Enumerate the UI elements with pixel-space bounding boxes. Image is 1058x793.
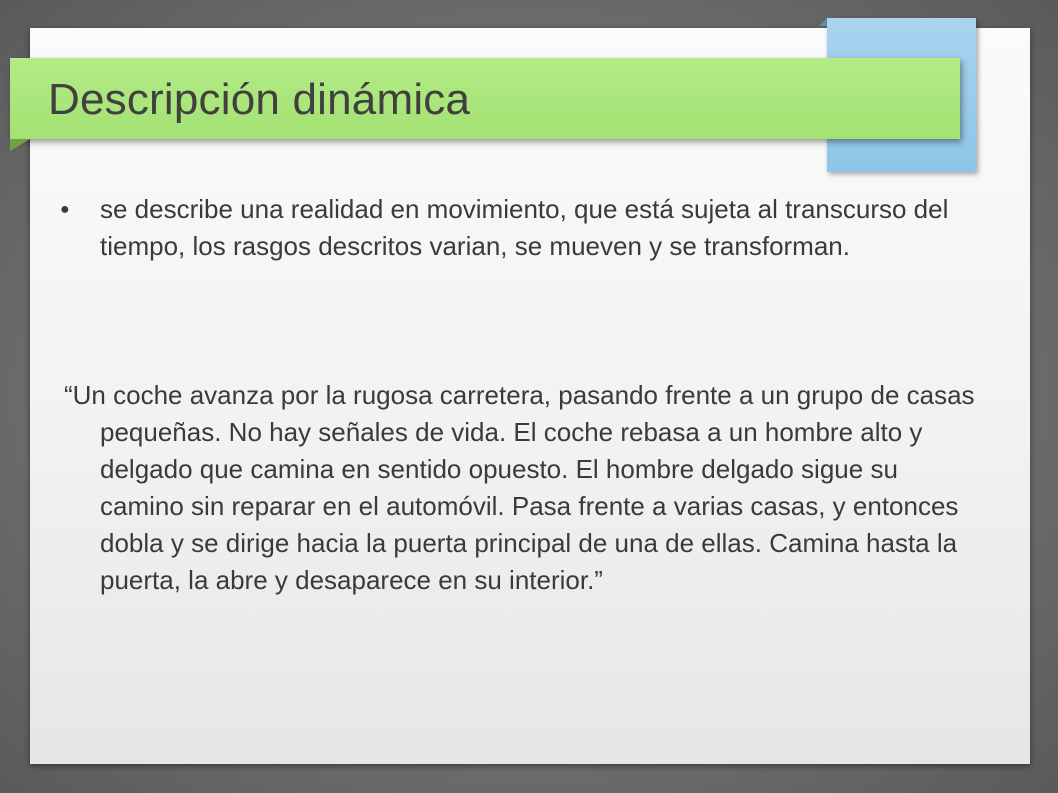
title-band-fold xyxy=(10,139,30,151)
quote-text: “Un coche avanza por la rugosa carretera, pasando frente a un grupo de casas pequeñas. No hay señales de vida. El coche rebasa a un hombre alto y delgado que camina en sentido opuesto. El hombre delgado sigue su camino sin reparar en el automóvil. Pasa frente a varias casas, y entonces dobla y se dirige hacia la puerta principal de una de ellas. Camina hasta la puerta, la abre y desaparece en su interior.” xyxy=(64,380,975,595)
bullet-item xyxy=(60,191,984,265)
bullet-text: se describe una realidad en movimiento, que está sujeta al transcurso del tiempo, los rasgos descritos varian, se mueven y se transforman. xyxy=(100,194,949,261)
bullet-marker: ● xyxy=(60,201,70,218)
accent-tab-fold xyxy=(819,18,827,26)
quote-paragraph xyxy=(64,377,984,599)
slide-title: Descripción dinámica xyxy=(48,75,471,124)
